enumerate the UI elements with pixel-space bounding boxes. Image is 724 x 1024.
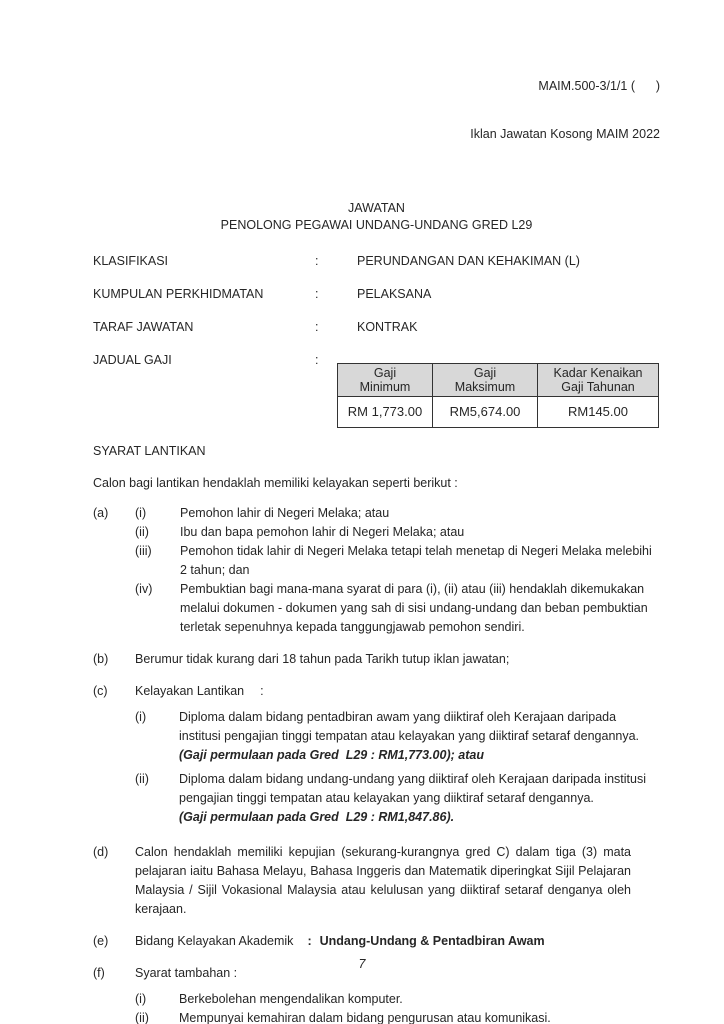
salary-min-value: RM 1,773.00: [338, 397, 433, 428]
item-number: (ii): [135, 1011, 149, 1024]
salary-value-row: [338, 397, 659, 428]
requirement-letter: (e): [93, 934, 109, 948]
requirement-f-item-ii: [135, 1009, 653, 1024]
info-colon: :: [315, 353, 319, 367]
salary-header-max: Gaji Maksimum: [433, 364, 538, 397]
requirement-c-item-i: [135, 708, 653, 765]
title-line-1: JAWATAN: [348, 201, 405, 215]
info-colon: :: [315, 320, 319, 334]
requirement-letter: (a): [93, 506, 109, 520]
document-title: [93, 200, 660, 234]
info-label: TARAF JAWATAN: [93, 320, 194, 334]
reference-number: MAIM.500-3/1/1 ( ): [538, 79, 660, 93]
requirement-a-item-iii: [135, 542, 654, 580]
info-colon: :: [315, 287, 319, 301]
page-number: 7: [358, 957, 366, 971]
item-text: Ibu dan bapa pemohon lahir di Negeri Melaka; atau: [180, 525, 465, 539]
salary-increment-value: RM145.00: [538, 397, 659, 428]
salary-table-wrap: [337, 363, 659, 428]
info-label: KUMPULAN PERKHIDMATAN: [93, 287, 264, 301]
requirement-c-colon: :: [260, 684, 264, 698]
title-line-2: PENOLONG PEGAWAI UNDANG-UNDANG GRED L29: [220, 218, 533, 232]
requirement-f-item-i: [135, 990, 653, 1009]
job-info-section: [93, 252, 660, 428]
requirement-letter: (c): [93, 684, 108, 698]
info-row-kumpulan: [93, 285, 660, 304]
salary-note: (Gaji permulaan pada Gred L29 : RM1,773.00); atau: [179, 748, 484, 762]
requirement-a-item-ii: [135, 523, 654, 542]
requirement-b: [93, 650, 660, 669]
requirement-c-label: Kelayakan Lantikan: [135, 684, 245, 698]
requirement-e-label: Bidang Kelayakan Akademik: [135, 934, 294, 948]
item-number: (ii): [135, 772, 149, 786]
requirement-a-item-i: [135, 504, 654, 523]
requirement-a-item-iv: [135, 580, 654, 637]
salary-max-value: RM5,674.00: [433, 397, 538, 428]
syarat-heading: SYARAT LANTIKAN: [93, 444, 206, 458]
salary-header-increment: Kadar Kenaikan Gaji Tahunan: [538, 364, 659, 397]
item-number: (ii): [135, 525, 149, 539]
item-number: (i): [135, 710, 147, 724]
item-text: Pemohon lahir di Negeri Melaka; atau: [180, 506, 390, 520]
requirement-e-body: [135, 932, 545, 951]
info-value: PELAKSANA: [357, 287, 432, 301]
item-number: (iii): [135, 544, 152, 558]
requirement-letter: (f): [93, 966, 105, 980]
item-number: (i): [135, 506, 147, 520]
info-label: JADUAL GAJI: [93, 353, 172, 367]
requirement-letter: (d): [93, 845, 109, 859]
requirement-f-label: Syarat tambahan :: [135, 966, 238, 980]
item-number: (i): [135, 992, 147, 1006]
requirement-e: [93, 932, 660, 951]
info-row-jadual-gaji: [93, 351, 660, 428]
salary-note: (Gaji permulaan pada Gred L29 : RM1,847.86).: [179, 810, 455, 824]
item-text: Pembuktian bagi mana-mana syarat di para (i), (ii) atau (iii) hendaklah dikemukakan melalui dokumen - dokumen yang sah di sisi undang-undang dan beban pembuktian terletak sepenuhnya kepada tanggungjawab pemohon sendiri.: [180, 582, 648, 634]
item-number: (iv): [135, 582, 153, 596]
info-value: PERUNDANGAN DAN KEHAKIMAN (L): [357, 254, 580, 268]
info-value: KONTRAK: [357, 320, 418, 334]
requirement-c-body: [135, 682, 653, 827]
requirement-c: [93, 682, 660, 827]
item-text: Pemohon tidak lahir di Negeri Melaka tetapi telah menetap di Negeri Melaka melebihi 2 tahun; dan: [180, 544, 652, 577]
salary-table: [337, 363, 659, 428]
info-row-klasifikasi: [93, 252, 660, 271]
requirement-a-items: [135, 504, 654, 637]
item-text: Diploma dalam bidang pentadbiran awam yang diiktiraf oleh Kerajaan daripada institusi pengajian tinggi tempatan atau kelayakan yang diiktiraf setaraf dengannya. (Gaji permulaan pada Gred L29 : RM1,773.00); atau: [179, 708, 653, 765]
requirement-a: [93, 504, 660, 637]
salary-header-row: [338, 364, 659, 397]
requirement-e-value: Undang-Undang & Pentadbiran Awam: [319, 934, 545, 948]
requirement-text: Calon hendaklah memiliki kepujian (sekurang-kurangnya gred C) dalam tiga (3) mata pelajaran iaitu Bahasa Melayu, Bahasa Inggeris dan Matematik diperingkat Sijil Pelajaran Malaysia / Sijil Vokasional Malaysia atau kelulusan yang diiktiraf setaraf denganya oleh kerajaan.: [135, 845, 631, 916]
item-text: Berkebolehan mengendalikan komputer.: [179, 992, 403, 1006]
info-row-taraf: [93, 318, 660, 337]
requirement-d: [93, 843, 660, 919]
salary-header-min: Gaji Minimum: [338, 364, 433, 397]
item-text: Diploma dalam bidang undang-undang yang diiktiraf oleh Kerajaan daripada institusi pengajian tinggi tempatan atau kelayakan yang diiktiraf setaraf dengannya. (Gaji permulaan pada Gred L29 : RM1,847.86).: [179, 770, 653, 827]
requirement-letter: (b): [93, 652, 109, 666]
document-header: [93, 46, 660, 174]
requirement-e-colon: :: [307, 934, 312, 948]
item-text: Mempunyai kemahiran dalam bidang pengurusan atau komunikasi.: [179, 1011, 551, 1024]
requirement-c-item-ii: [135, 770, 653, 827]
info-colon: :: [315, 254, 319, 268]
requirement-c-label-row: [135, 682, 653, 701]
advert-subtitle: Iklan Jawatan Kosong MAIM 2022: [470, 127, 660, 141]
syarat-intro: Calon bagi lantikan hendaklah memiliki kelayakan seperti berikut :: [93, 476, 458, 490]
requirement-text: Berumur tidak kurang dari 18 tahun pada Tarikh tutup iklan jawatan;: [135, 652, 510, 666]
info-label: KLASIFIKASI: [93, 254, 169, 268]
